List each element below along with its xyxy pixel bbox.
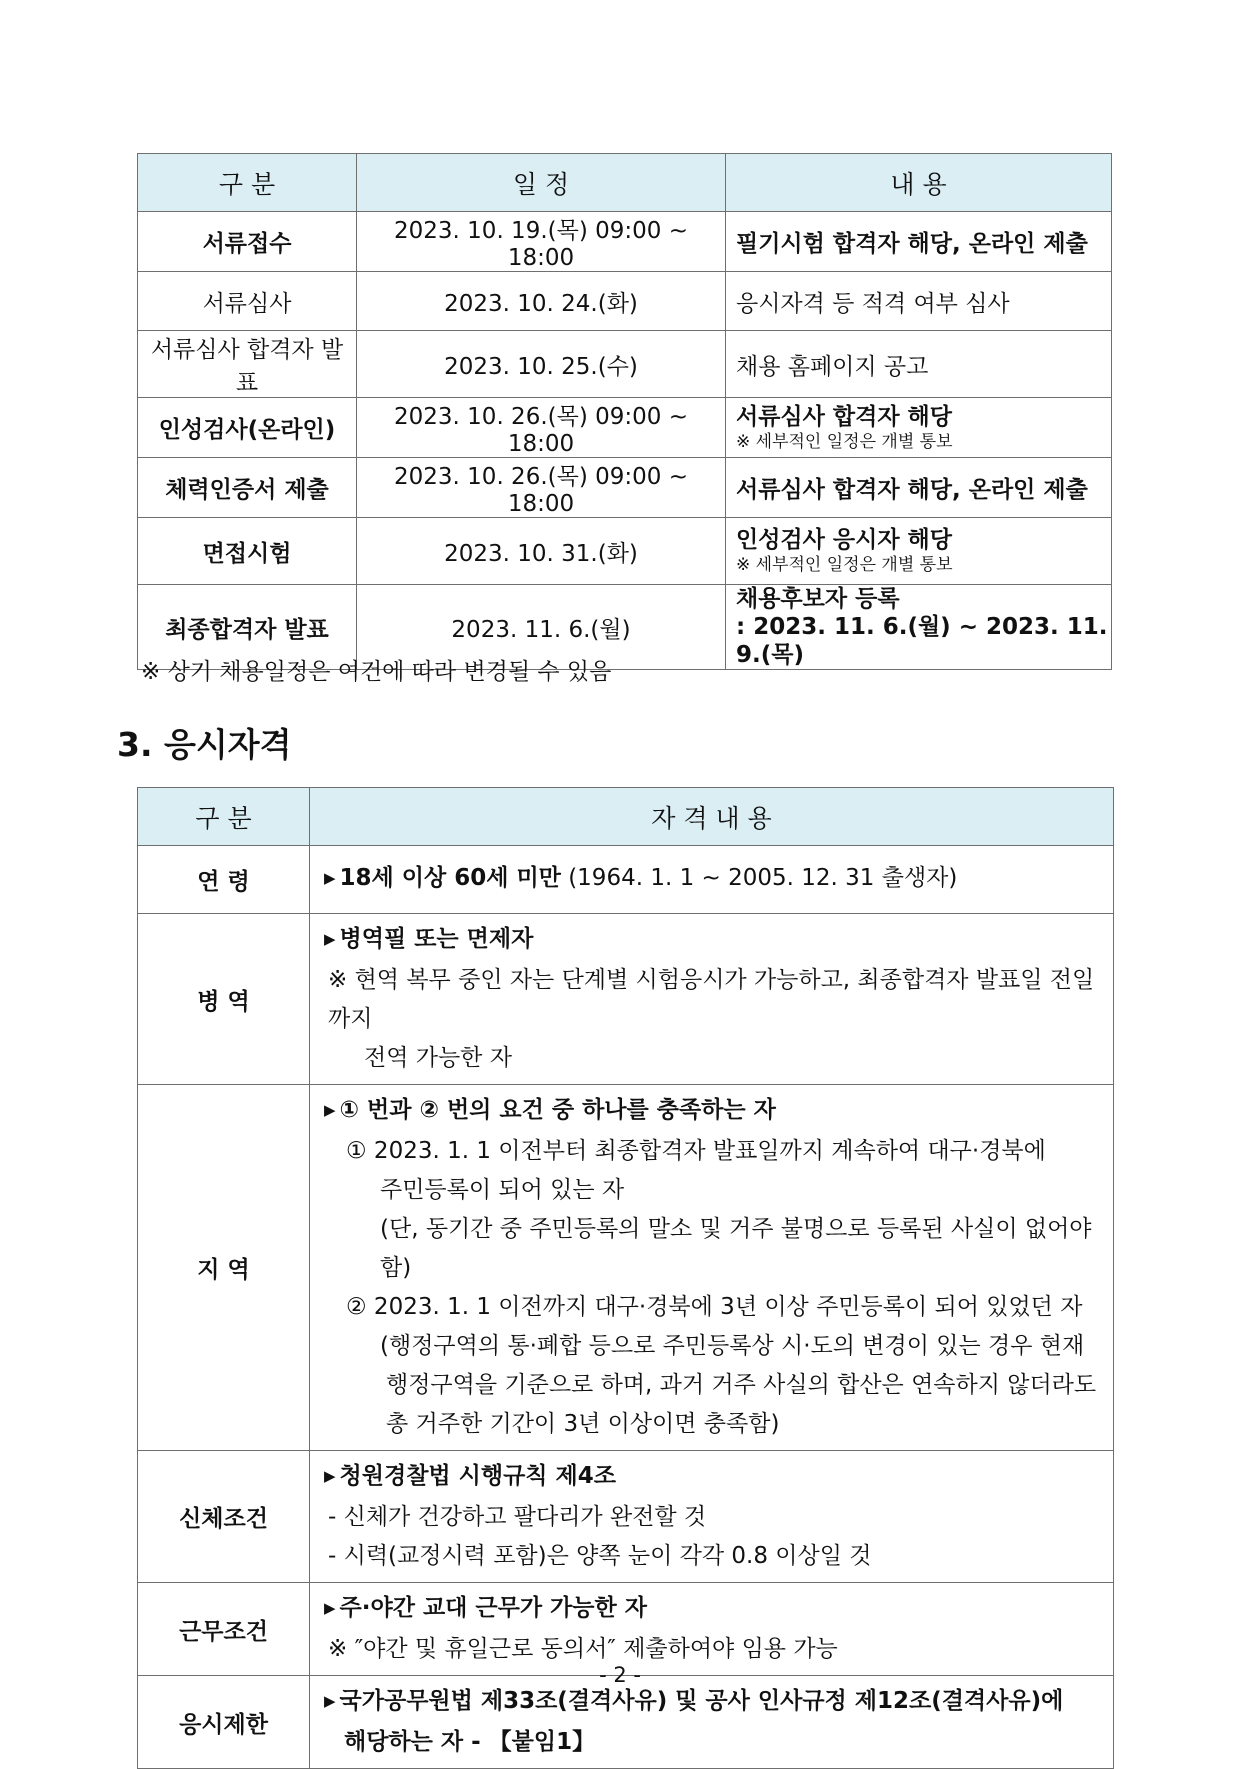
physical-line1: 청원경찰법 시행규칙 제4조 bbox=[339, 1463, 616, 1489]
region-line7: 행정구역을 기준으로 하며, 과거 거주 사실의 합산은 연속하지 않더라도 bbox=[386, 1372, 1097, 1398]
work-content bbox=[310, 1583, 1114, 1676]
row-date: 2023. 11. 6.(월) bbox=[357, 585, 726, 670]
table-row bbox=[138, 1085, 1114, 1451]
age-content bbox=[310, 846, 1114, 914]
header-category: 구 분 bbox=[138, 788, 310, 846]
region-content bbox=[310, 1085, 1114, 1451]
row-category: 서류심사 합격자 발표 bbox=[138, 331, 357, 398]
row-category: 서류심사 bbox=[138, 272, 357, 331]
right-triangle-icon: ▶ bbox=[324, 1692, 336, 1710]
qualification-table bbox=[137, 787, 1114, 1769]
table-row bbox=[138, 1676, 1114, 1769]
row-content: 서류심사 합격자 해당, 온라인 제출 bbox=[726, 458, 1112, 518]
schedule-table bbox=[137, 153, 1112, 670]
row-category: 체력인증서 제출 bbox=[138, 458, 357, 518]
region-line5: ② 2023. 1. 1 이전까지 대구·경북에 3년 이상 주민등록이 되어 있었던 자 bbox=[346, 1294, 1083, 1320]
row-date: 2023. 10. 31.(화) bbox=[357, 518, 726, 585]
restriction-content bbox=[310, 1676, 1114, 1769]
right-triangle-icon: ▶ bbox=[324, 1599, 336, 1617]
row-note: ※ 세부적인 일정은 개별 통보 bbox=[736, 555, 953, 575]
right-triangle-icon: ▶ bbox=[324, 1467, 336, 1485]
table-row bbox=[138, 914, 1114, 1085]
work-line1: 주·야간 교대 근무가 가능한 자 bbox=[339, 1595, 647, 1621]
row-date: 2023. 10. 24.(화) bbox=[357, 272, 726, 331]
region-line8: 총 거주한 기간이 3년 이상이면 충족함) bbox=[386, 1411, 780, 1437]
table-row bbox=[138, 518, 1112, 585]
table-row bbox=[138, 1583, 1114, 1676]
physical-content bbox=[310, 1451, 1114, 1583]
military-category: 병 역 bbox=[138, 914, 310, 1085]
row-content: 응시자격 등 적격 여부 심사 bbox=[726, 272, 1112, 331]
header-content: 내 용 bbox=[726, 154, 1112, 212]
restriction-category: 응시제한 bbox=[138, 1676, 310, 1769]
military-content bbox=[310, 914, 1114, 1085]
row-category: 서류접수 bbox=[138, 212, 357, 272]
region-line6: (행정구역의 통·폐합 등으로 주민등록상 시·도의 변경이 있는 경우 현재 bbox=[380, 1333, 1085, 1359]
row-note: : 2023. 11. 6.(월) ~ 2023. 11. 9.(목) bbox=[736, 614, 1108, 668]
header-category: 구 분 bbox=[138, 154, 357, 212]
schedule-note: ※ 상기 채용일정은 여건에 따라 변경될 수 있음 bbox=[141, 659, 612, 685]
row-date: 2023. 10. 19.(목) 09:00 ~ 18:00 bbox=[357, 212, 726, 272]
right-triangle-icon: ▶ bbox=[324, 869, 336, 887]
row-content: 필기시험 합격자 해당, 온라인 제출 bbox=[726, 212, 1112, 272]
row-content: 채용후보자 등록 bbox=[736, 586, 900, 612]
header-schedule: 일 정 bbox=[357, 154, 726, 212]
restriction-line2: 해당하는 자 - 【붙임1】 bbox=[344, 1729, 596, 1755]
row-content: 인성검사 응시자 해당 bbox=[736, 527, 952, 553]
row-category: 인성검사(온라인) bbox=[138, 398, 357, 458]
row-category: 면접시험 bbox=[138, 518, 357, 585]
region-line3: 주민등록이 되어 있는 자 bbox=[380, 1177, 625, 1203]
page-number: - 2 - bbox=[599, 1663, 641, 1687]
age-range: (1964. 1. 1 ~ 2005. 12. 31 출생자) bbox=[560, 865, 958, 891]
row-content-cell bbox=[726, 518, 1112, 585]
row-content: 채용 홈페이지 공고 bbox=[726, 331, 1112, 398]
row-content-cell bbox=[726, 585, 1112, 670]
row-note: ※ 세부적인 일정은 개별 통보 bbox=[736, 431, 953, 452]
row-date: 2023. 10. 25.(수) bbox=[357, 331, 726, 398]
region-line2: ① 2023. 1. 1 이전부터 최종합격자 발표일까지 계속하여 대구·경북에 bbox=[346, 1138, 1046, 1164]
table-row bbox=[138, 846, 1114, 914]
military-line2: ※ 현역 복무 중인 자는 단계별 시험응시가 가능하고, 최종합격자 발표일 전일까지 bbox=[328, 967, 1095, 1032]
physical-line2: - 신체가 건강하고 팔다리가 완전할 것 bbox=[328, 1504, 707, 1530]
row-date: 2023. 10. 26.(목) 09:00 ~ 18:00 bbox=[357, 398, 726, 458]
right-triangle-icon: ▶ bbox=[324, 1101, 336, 1119]
table-row bbox=[138, 398, 1112, 458]
military-line1: 병역필 또는 면제자 bbox=[339, 926, 534, 952]
header-qualification: 자 격 내 용 bbox=[310, 788, 1114, 846]
physical-line3: - 시력(교정시력 포함)은 양쪽 눈이 각각 0.8 이상일 것 bbox=[328, 1543, 872, 1569]
table-row bbox=[138, 212, 1112, 272]
row-category: 최종합격자 발표 bbox=[138, 585, 357, 670]
work-category: 근무조건 bbox=[138, 1583, 310, 1676]
right-triangle-icon: ▶ bbox=[324, 930, 336, 948]
restriction-line1: 국가공무원법 제33조(결격사유) 및 공사 인사규정 제12조(결격사유)에 bbox=[339, 1688, 1064, 1714]
section-title: 3. 응시자격 bbox=[117, 725, 292, 764]
military-line3: 전역 가능한 자 bbox=[364, 1045, 512, 1071]
physical-category: 신체조건 bbox=[138, 1451, 310, 1583]
row-content: 서류심사 합격자 해당 bbox=[736, 403, 952, 430]
row-content-cell bbox=[726, 398, 1112, 458]
table-row bbox=[138, 458, 1112, 518]
region-line4: (단, 동기간 중 주민등록의 말소 및 거주 불명으로 등록된 사실이 없어야 함) bbox=[380, 1216, 1092, 1281]
region-category: 지 역 bbox=[138, 1085, 310, 1451]
work-line2: ※ ″야간 및 휴일근로 동의서″ 제출하여야 임용 가능 bbox=[328, 1636, 838, 1662]
table-row bbox=[138, 331, 1112, 398]
age-category: 연 령 bbox=[138, 846, 310, 914]
table-row bbox=[138, 1451, 1114, 1583]
region-line1: ① 번과 ② 번의 요건 중 하나를 충족하는 자 bbox=[339, 1097, 776, 1123]
table-row bbox=[138, 272, 1112, 331]
age-requirement: 18세 이상 60세 미만 bbox=[339, 865, 561, 891]
row-date: 2023. 10. 26.(목) 09:00 ~ 18:00 bbox=[357, 458, 726, 518]
